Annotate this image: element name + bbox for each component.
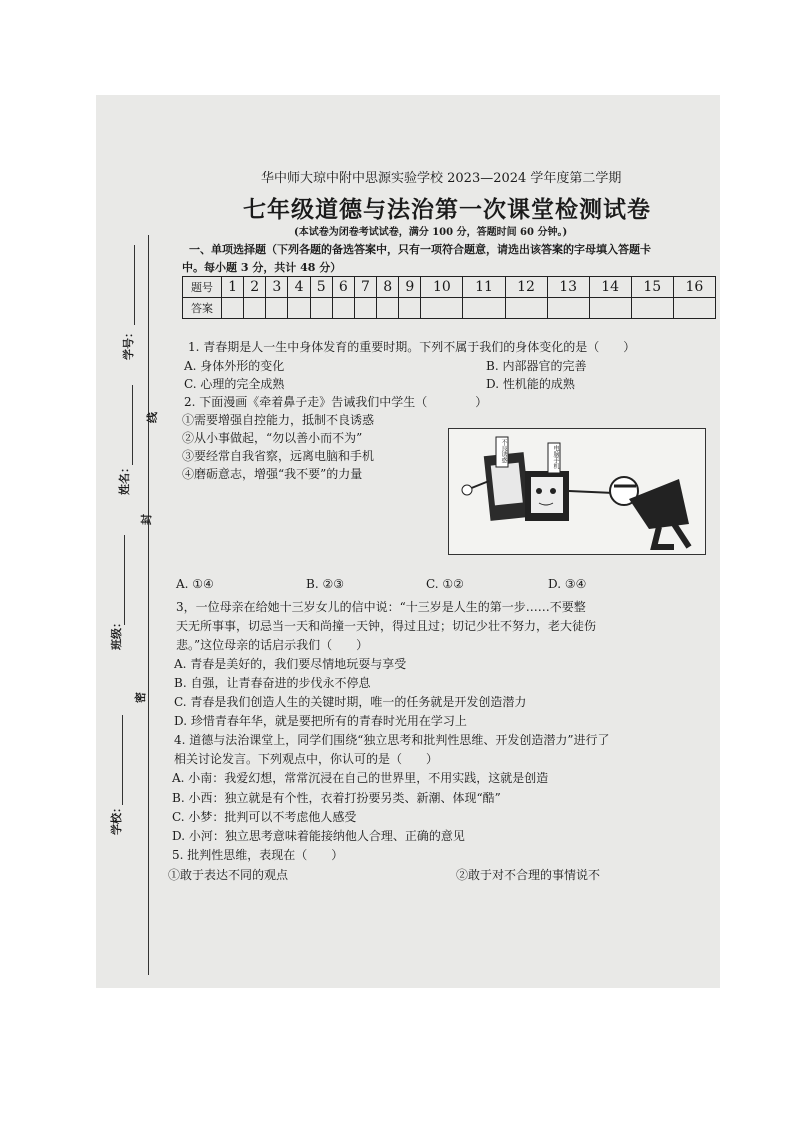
q4-option-a: A. 小南：我爱幻想，常常沉浸在自己的世界里，不用实践，这就是创造 — [172, 771, 549, 785]
answer-card-number: 15 — [631, 277, 673, 298]
answer-card-number: 11 — [463, 277, 505, 298]
q3-stem-line-2: 天无所事事，切忌当一天和尚撞一天钟，得过且过；切记少壮不努力，老大徒伤 — [176, 619, 597, 633]
answer-card-answer-label: 答案 — [183, 298, 222, 319]
q2-option-c: C. ①② — [426, 577, 464, 591]
school-label: 学校： — [110, 802, 123, 835]
answer-card-table — [182, 276, 716, 319]
answer-cell[interactable] — [266, 298, 288, 319]
exam-paper — [96, 95, 720, 988]
q4-stem-line-1: 4. 道德与法治课堂上，同学们围绕“独立思考和批判性思维、开发创造潜力”进行了 — [174, 733, 610, 747]
answer-cell[interactable] — [421, 298, 463, 319]
section-heading-cont: 中。每小题 3 分，共计 48 分） — [182, 261, 342, 274]
name-blank — [132, 385, 133, 465]
q4-stem-line-2: 相关讨论发言。下列观点中，你认可的是（ ） — [174, 752, 439, 766]
page-title: 七年级道德与法治第一次课堂检测试卷 — [243, 196, 651, 223]
answer-card-number: 8 — [377, 277, 399, 298]
q2-statement-1: ①需要增强自控能力，抵制不良诱惑 — [182, 413, 375, 427]
answer-cell[interactable] — [310, 298, 332, 319]
answer-card-number: 7 — [354, 277, 376, 298]
answer-cell[interactable] — [244, 298, 266, 319]
q1-option-b: B. 内部器官的完善 — [486, 359, 587, 373]
answer-card-number-row — [183, 277, 716, 298]
answer-card-number: 1 — [222, 277, 244, 298]
answer-card-number: 5 — [310, 277, 332, 298]
q2-option-d: D. ③④ — [548, 577, 587, 591]
q2-statement-3: ③要经常自我省察，远离电脑和手机 — [182, 449, 375, 463]
name-label: 姓名： — [118, 462, 131, 495]
q5-stem: 5. 批判性思维，表现在（ ） — [172, 848, 344, 862]
q2-statement-2: ②从小事做起，“勿以善小而不为” — [182, 431, 363, 445]
exam-note: (本试卷为闭卷考试试卷，满分 100 分，答题时间 60 分钟。) — [294, 227, 568, 238]
cartoon-left-sign: 不良诱惑 — [500, 439, 507, 463]
answer-cell[interactable] — [505, 298, 547, 319]
cartoon-right-sign: 电脑手机 — [552, 445, 559, 469]
cartoon-drawing — [449, 429, 705, 554]
q1-option-c: C. 心理的完全成熟 — [184, 377, 285, 391]
answer-cell[interactable] — [377, 298, 399, 319]
class-label: 班级： — [110, 617, 123, 650]
q1-option-a: A. 身体外形的变化 — [184, 359, 285, 373]
q4-option-c: C. 小梦：批判可以不考虑他人感受 — [172, 810, 357, 824]
answer-card-number: 6 — [332, 277, 354, 298]
q2-stem: 2. 下面漫画《牵着鼻子走》告诫我们中学生（ ） — [184, 395, 488, 409]
q5-statement-2: ②敢于对不合理的事情说不 — [456, 868, 601, 882]
section-heading: 一、单项选择题（下列各题的备选答案中，只有一项符合题意，请选出该答案的字母填入答题卡 — [189, 243, 651, 256]
cartoon-image — [448, 428, 706, 555]
q3-option-a: A. 青春是美好的，我们要尽情地玩耍与享受 — [174, 657, 407, 671]
q3-stem-line-1: 3，一位母亲在给她十三岁女儿的信中说：“十三岁是人生的第一步……不要整 — [176, 600, 586, 614]
answer-card-number: 10 — [421, 277, 463, 298]
q4-option-d: D. 小河：独立思考意味着能接纳他人合理、正确的意见 — [172, 829, 465, 843]
q1-stem: 1. 青春期是人一生中身体发育的重要时期。下列不属于我们的身体变化的是（ ） — [188, 340, 636, 354]
answer-cell[interactable] — [399, 298, 421, 319]
q2-option-b: B. ②③ — [306, 577, 344, 591]
answer-cell[interactable] — [673, 298, 715, 319]
answer-card-number: 16 — [673, 277, 715, 298]
school-blank — [122, 715, 123, 805]
answer-card-number: 13 — [547, 277, 589, 298]
answer-cell[interactable] — [354, 298, 376, 319]
answer-card-number: 3 — [266, 277, 288, 298]
answer-cell[interactable] — [547, 298, 589, 319]
answer-card-number-label: 题号 — [183, 277, 222, 298]
q2-statement-4: ④磨砺意志，增强“我不要”的力量 — [182, 467, 363, 481]
answer-card-number: 9 — [399, 277, 421, 298]
answer-cell[interactable] — [222, 298, 244, 319]
binding-line — [148, 235, 149, 975]
answer-card-number: 12 — [505, 277, 547, 298]
school-line: 华中师大琼中附中思源实验学校 2023—2024 学年度第二学期 — [261, 171, 622, 186]
answer-cell[interactable] — [463, 298, 505, 319]
answer-cell[interactable] — [631, 298, 673, 319]
q3-option-d: D. 珍惜青春年华，就是要把所有的青春时光用在学习上 — [174, 714, 467, 728]
seal-char-feng: 封 — [140, 514, 153, 525]
answer-card-answer-row — [183, 298, 716, 319]
answer-cell[interactable] — [589, 298, 631, 319]
class-blank — [124, 535, 125, 625]
answer-card-number: 2 — [244, 277, 266, 298]
q3-option-b: B. 自强，让青春奋进的步伐永不停息 — [174, 676, 371, 690]
q1-option-d: D. 性机能的成熟 — [486, 377, 575, 391]
student-number-blank — [134, 245, 135, 325]
answer-cell[interactable] — [288, 298, 310, 319]
q5-statement-1: ①敢于表达不同的观点 — [168, 868, 289, 882]
seal-char-xian: 线 — [146, 412, 159, 423]
q4-option-b: B. 小西：独立就是有个性，衣着打扮要另类、新潮、体现“酷” — [172, 791, 501, 805]
student-number-label: 学号： — [122, 327, 135, 360]
seal-char-mi: 密 — [134, 692, 147, 703]
q2-option-a: A. ①④ — [176, 577, 214, 591]
q3-option-c: C. 青春是我们创造人生的关键时期，唯一的任务就是开发创造潜力 — [174, 695, 527, 709]
answer-card-number: 4 — [288, 277, 310, 298]
answer-cell[interactable] — [332, 298, 354, 319]
q3-stem-line-3: 悲。”这位母亲的话启示我们（ ） — [176, 638, 369, 652]
answer-card-number: 14 — [589, 277, 631, 298]
